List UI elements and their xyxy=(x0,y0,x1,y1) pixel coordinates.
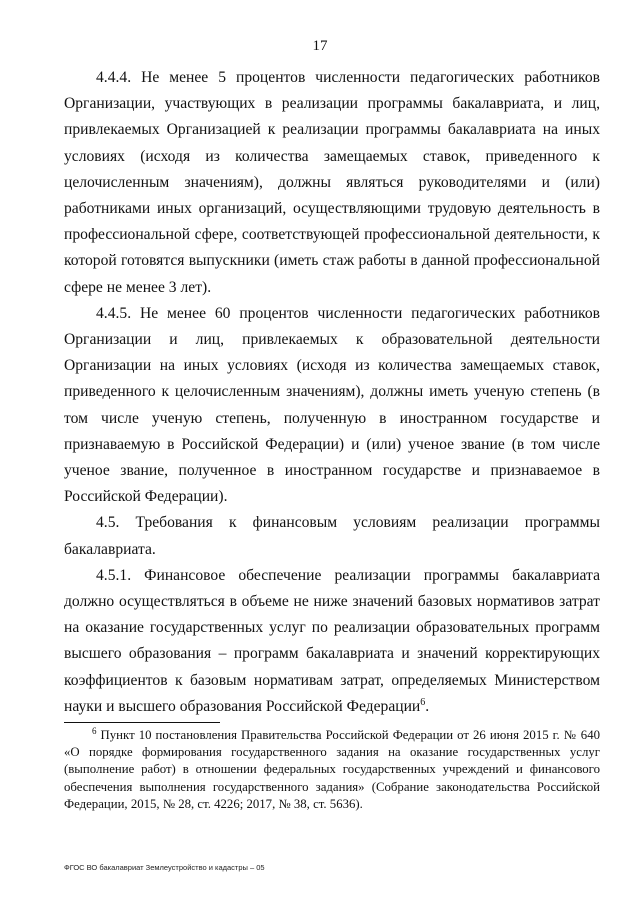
footnote-text: Пункт 10 постановления Правительства Российской Федерации от 26 июня 2015 г. № 640 «О порядке формирования государственного задания на оказание государственных услуг (выполнение работ) в отношении федеральных государственных учреждений и финансового обеспечения выполнения государственного задания» (Собрание законодательства Российской Федерации, 2015, № 28, ст. 4226; 2017, № 38, ст. 5636). xyxy=(64,728,600,811)
paragraph-4-4-4: 4.4.4. Не менее 5 процентов численности педагогических работников Организации, участвующих в реализации программы бакалавриата, и лиц, привлекаемых Организацией к реализации программы бакалавриата на иных условиях (исходя из количества замещаемых ставок, приведенного к целочисленным значениям), должны являться руководителями и (или) работниками иных организаций, осуществляющими трудовую деятельность в профессиональной сфере, соответствующей профессиональной деятельности, к которой готовятся выпускники (иметь стаж работы в данной профессиональной сфере не менее 3 лет). xyxy=(64,69,600,296)
paragraph-4-5-1-end: . xyxy=(425,697,430,715)
footnote-marker: 6 xyxy=(92,726,97,736)
paragraph-4-4-5: 4.4.5. Не менее 60 процентов численности педагогических работников Организации и лиц, привлекаемых к образовательной деятельности Организации на иных условиях (исходя из количества замещаемых ставок, приведенного к целочисленным значениям), должны иметь ученую степень (в том числе ученую степень, полученную в иностранном государстве и признаваемую в Российской Федерации) и (или) ученое звание (в том числе ученое звание, полученное в иностранном государстве и признаваемое в Российской Федерации). xyxy=(64,304,600,506)
paragraph-4-5-1-text: 4.5.1. Финансовое обеспечение реализации программы бакалавриата должно осуществляться в объеме не ниже значений базовых нормативов затрат на оказание государственных услуг по реализации образовательных программ высшего образования – программ бакалавриата и значений корректирующих коэффициентов к базовым нормативам затрат, определяемых Министерством науки и высшего образования Российской Федерации xyxy=(64,566,600,715)
document-body xyxy=(64,65,600,720)
page-number: 17 xyxy=(312,38,328,54)
footnote-separator xyxy=(64,722,220,723)
section-heading-4-5: 4.5. Требования к финансовым условиям реализации программы бакалавриата. xyxy=(64,514,600,558)
footnote xyxy=(64,727,600,813)
footnote-reference: 6 xyxy=(420,696,426,708)
paragraph-4-5-1 xyxy=(64,563,600,720)
page-footer: ФГОС ВО бакалавриат Землеустройство и кадастры – 05 xyxy=(64,863,265,872)
